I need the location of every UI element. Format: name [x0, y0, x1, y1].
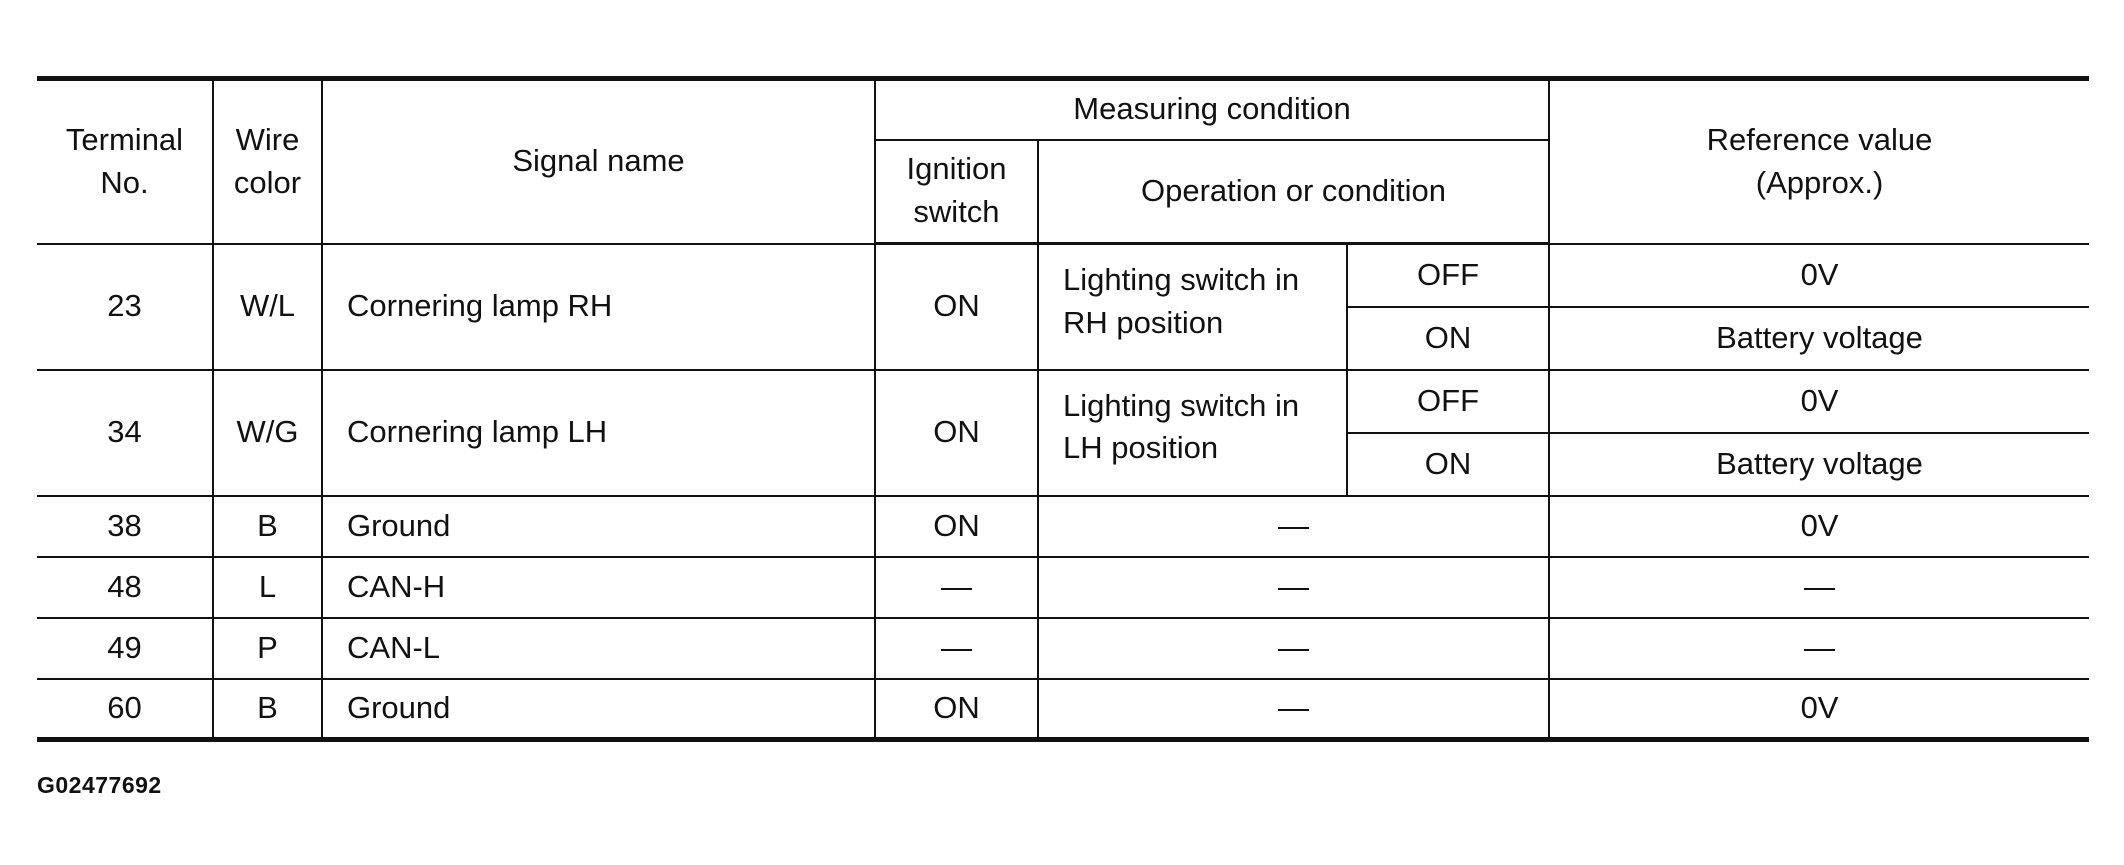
terminal-cell: 49 [37, 618, 213, 679]
terminal-cell: 23 [37, 244, 213, 370]
state-cell: ON [1347, 307, 1549, 370]
wire-color-cell: B [213, 679, 322, 740]
reference-value-cell: 0V [1549, 679, 2089, 740]
signal-name-cell: Ground [322, 496, 875, 557]
header-measuring-condition: Measuring condition [875, 79, 1549, 140]
terminal-cell: 34 [37, 370, 213, 496]
signal-name-cell: Ground [322, 679, 875, 740]
ignition-cell: — [875, 557, 1038, 618]
wire-color-cell: W/L [213, 244, 322, 370]
table-row [37, 244, 2089, 307]
header-wire-color: Wire color [213, 79, 322, 244]
reference-value-cell: 0V [1549, 244, 2089, 307]
terminal-cell: 60 [37, 679, 213, 740]
ignition-cell: ON [875, 244, 1038, 370]
condition-cell: — [1038, 496, 1549, 557]
ignition-cell: ON [875, 496, 1038, 557]
ignition-cell: ON [875, 679, 1038, 740]
condition-cell: — [1038, 618, 1549, 679]
image-id-label: G02477692 [37, 772, 162, 798]
header-terminal-no: Terminal No. [37, 79, 213, 244]
reference-value-cell: — [1549, 618, 2089, 679]
terminal-reference-table [37, 76, 2089, 742]
header-operation-or-condition: Operation or condition [1038, 140, 1549, 244]
condition-cell: — [1038, 679, 1549, 740]
state-cell: OFF [1347, 370, 1549, 433]
terminal-cell: 38 [37, 496, 213, 557]
signal-name-cell: CAN-H [322, 557, 875, 618]
reference-value-cell: 0V [1549, 370, 2089, 433]
signal-name-cell: Cornering lamp LH [322, 370, 875, 496]
table-row [37, 618, 2089, 679]
wire-color-cell: L [213, 557, 322, 618]
state-cell: ON [1347, 433, 1549, 496]
state-cell: OFF [1347, 244, 1549, 307]
wire-color-cell: P [213, 618, 322, 679]
ignition-cell: ON [875, 370, 1038, 496]
ignition-cell: — [875, 618, 1038, 679]
table-row [37, 496, 2089, 557]
condition-cell: Lighting switch in RH position [1038, 244, 1347, 370]
header-signal-name: Signal name [322, 79, 875, 244]
wire-color-cell: W/G [213, 370, 322, 496]
table-row [37, 370, 2089, 433]
header-ignition-switch: Ignition switch [875, 140, 1038, 244]
condition-cell: — [1038, 557, 1549, 618]
table-row [37, 679, 2089, 740]
reference-value-cell: Battery voltage [1549, 307, 2089, 370]
reference-value-cell: — [1549, 557, 2089, 618]
header-reference-value: Reference value (Approx.) [1549, 79, 2089, 244]
table-row [37, 557, 2089, 618]
terminal-cell: 48 [37, 557, 213, 618]
wire-color-cell: B [213, 496, 322, 557]
signal-name-cell: CAN-L [322, 618, 875, 679]
reference-value-cell: Battery voltage [1549, 433, 2089, 496]
reference-value-cell: 0V [1549, 496, 2089, 557]
condition-cell: Lighting switch in LH position [1038, 370, 1347, 496]
signal-name-cell: Cornering lamp RH [322, 244, 875, 370]
